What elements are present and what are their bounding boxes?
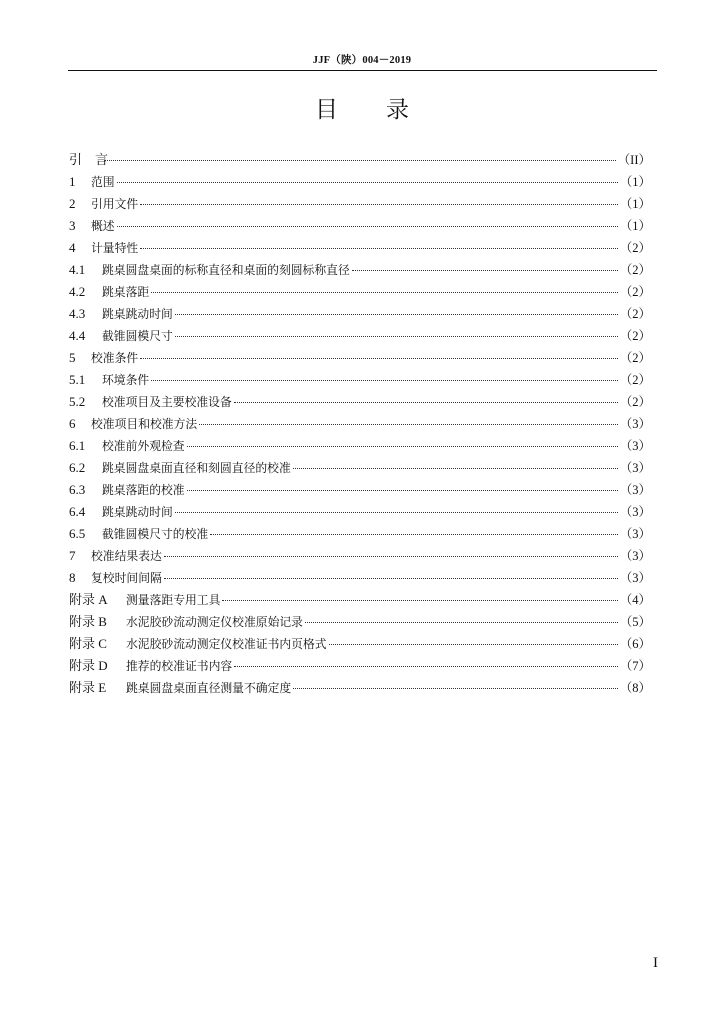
toc-entry[interactable]: [69, 171, 651, 193]
toc-entry[interactable]: [69, 193, 651, 215]
toc-entry-page: （4）: [619, 593, 651, 607]
toc-entry[interactable]: [69, 545, 651, 567]
table-of-contents: [69, 149, 651, 699]
toc-entry-title: 复校时间间隔: [91, 571, 162, 585]
toc-entry-page: （1）: [619, 197, 651, 211]
toc-entry[interactable]: [69, 215, 651, 237]
toc-entry-page: （2）: [619, 373, 651, 387]
toc-entry-page: （2）: [619, 351, 651, 365]
toc-entry-page: （II）: [617, 153, 651, 167]
toc-entry-number: 4: [69, 240, 76, 255]
document-standard-code: JJF（陕）004－2019: [312, 55, 412, 66]
page-number: I: [653, 955, 658, 971]
toc-entry-number: 附录 B: [69, 614, 107, 629]
toc-entry-number: 5.1: [69, 372, 86, 387]
toc-entry-page: （2）: [619, 395, 651, 409]
toc-dot-leader: [164, 556, 618, 557]
toc-entry-title: 跳桌落距的校准: [102, 483, 185, 497]
toc-entry[interactable]: [69, 567, 651, 589]
toc-dot-leader: [293, 468, 618, 469]
toc-entry[interactable]: [69, 611, 651, 633]
toc-entry-page: （6）: [619, 637, 651, 651]
toc-entry-number: 4.4: [69, 328, 86, 343]
toc-entry-title: 计量特性: [91, 241, 139, 255]
toc-entry-title: 跳桌跳动时间: [102, 307, 173, 321]
toc-dot-leader: [117, 226, 618, 227]
toc-dot-leader: [151, 380, 618, 381]
toc-dot-leader: [140, 204, 618, 205]
toc-entry[interactable]: [69, 369, 651, 391]
toc-entry-number: 3: [69, 218, 76, 233]
toc-entry[interactable]: [69, 479, 651, 501]
toc-dot-leader: [151, 292, 618, 293]
toc-entry[interactable]: [69, 237, 651, 259]
toc-entry-number: 4.2: [69, 284, 86, 299]
toc-entry[interactable]: [69, 677, 651, 699]
toc-entry-page: （5）: [619, 615, 651, 629]
toc-entry-title: 跳桌跳动时间: [102, 505, 173, 519]
toc-entry-title: 校准结果表达: [91, 549, 162, 563]
toc-dot-leader: [199, 424, 618, 425]
toc-dot-leader: [352, 270, 618, 271]
toc-dot-leader: [175, 336, 618, 337]
toc-entry[interactable]: [69, 391, 651, 413]
toc-dot-leader: [305, 622, 618, 623]
toc-dot-leader: [222, 600, 617, 601]
toc-dot-leader: [117, 182, 618, 183]
toc-entry-number: 附录 A: [69, 592, 108, 607]
toc-dot-leader: [175, 512, 618, 513]
toc-entry-number: 5.2: [69, 394, 86, 409]
toc-entry-page: （2）: [619, 263, 651, 277]
toc-entry-title: 环境条件: [102, 373, 150, 387]
toc-entry[interactable]: [69, 149, 651, 171]
toc-entry[interactable]: [69, 523, 651, 545]
toc-entry[interactable]: [69, 347, 651, 369]
toc-entry-page: （8）: [619, 681, 651, 695]
toc-entry-number: 4.1: [69, 262, 86, 277]
toc-entry-number: 附录 C: [69, 636, 107, 651]
toc-entry-page: （3）: [619, 549, 651, 563]
toc-dot-leader: [104, 160, 616, 161]
toc-entry-title: 跳桌圆盘桌面的标称直径和桌面的刻圆标称直径: [102, 263, 350, 277]
toc-title: 目录: [315, 97, 457, 123]
toc-dot-leader: [187, 490, 618, 491]
toc-entry-number: 附录 D: [69, 658, 108, 673]
toc-dot-leader: [293, 688, 618, 689]
toc-dot-leader: [234, 402, 618, 403]
toc-entry-page: （2）: [619, 285, 651, 299]
toc-entry-number: 6.5: [69, 526, 86, 541]
toc-entry-number: 6: [69, 416, 76, 431]
toc-entry-title: 测量落距专用工具: [126, 593, 221, 607]
toc-entry-page: （3）: [619, 505, 651, 519]
toc-entry-title: 水泥胶砂流动测定仪校准原始记录: [126, 615, 303, 629]
toc-entry-page: （3）: [619, 571, 651, 585]
toc-entry[interactable]: [69, 281, 651, 303]
toc-entry-title: 跳桌落距: [102, 285, 150, 299]
toc-entry-title: 截锥圆模尺寸的校准: [102, 527, 209, 541]
toc-entry[interactable]: [69, 655, 651, 677]
toc-dot-leader: [140, 248, 618, 249]
toc-entry-page: （2）: [619, 329, 651, 343]
toc-entry-title: 截锥圆模尺寸: [102, 329, 173, 343]
toc-dot-leader: [140, 358, 618, 359]
toc-entry-page: （3）: [619, 417, 651, 431]
toc-entry-number: 1: [69, 174, 76, 189]
toc-entry-page: （3）: [619, 527, 651, 541]
toc-entry-number: 2: [69, 196, 76, 211]
toc-entry-title: 校准前外观检查: [102, 439, 185, 453]
toc-dot-leader: [234, 666, 618, 667]
toc-dot-leader: [329, 644, 618, 645]
toc-entry[interactable]: [69, 325, 651, 347]
toc-entry-title: 跳桌圆盘桌面直径和刻圆直径的校准: [102, 461, 291, 475]
toc-dot-leader: [187, 446, 618, 447]
toc-dot-leader: [175, 314, 618, 315]
toc-entry-page: （2）: [619, 307, 651, 321]
toc-entry-title: 校准项目和校准方法: [91, 417, 198, 431]
toc-entry[interactable]: [69, 413, 651, 435]
toc-entry-title: 概述: [91, 219, 115, 233]
toc-entry-page: （3）: [619, 461, 651, 475]
toc-entry-page: （3）: [619, 439, 651, 453]
toc-entry-number: 6.3: [69, 482, 86, 497]
toc-entry-number: 6.1: [69, 438, 86, 453]
toc-entry[interactable]: [69, 435, 651, 457]
toc-entry-title: 校准条件: [91, 351, 139, 365]
toc-entry[interactable]: [69, 501, 651, 523]
toc-entry-number: 6.4: [69, 504, 86, 519]
toc-entry-title: 范围: [91, 175, 115, 189]
toc-entry-title: 引用文件: [91, 197, 139, 211]
header-rule: [68, 70, 657, 71]
toc-entry-title: 推荐的校准证书内容: [126, 659, 233, 673]
toc-entry-page: （7）: [619, 659, 651, 673]
toc-entry-title: 校准项目及主要校准设备: [102, 395, 232, 409]
toc-entry-number: 4.3: [69, 306, 86, 321]
toc-entry[interactable]: [69, 457, 651, 479]
toc-entry-page: （3）: [619, 483, 651, 497]
toc-entry-page: （2）: [619, 241, 651, 255]
toc-entry[interactable]: [69, 303, 651, 325]
toc-entry-title: 跳桌圆盘桌面直径测量不确定度: [126, 681, 292, 695]
toc-entry-number: 附录 E: [69, 680, 107, 695]
toc-entry-title: 水泥胶砂流动测定仪校准证书内页格式: [126, 637, 327, 651]
toc-entry-page: （1）: [619, 219, 651, 233]
toc-entry-number: 5: [69, 350, 76, 365]
toc-entry-number: 7: [69, 548, 76, 563]
toc-entry[interactable]: [69, 633, 651, 655]
toc-entry-page: （1）: [619, 175, 651, 189]
toc-dot-leader: [164, 578, 618, 579]
toc-entry[interactable]: [69, 259, 651, 281]
toc-entry[interactable]: [69, 589, 651, 611]
toc-entry-number: 8: [69, 570, 76, 585]
toc-dot-leader: [210, 534, 618, 535]
toc-entry-number: 引 言: [69, 152, 109, 167]
toc-entry-number: 6.2: [69, 460, 86, 475]
